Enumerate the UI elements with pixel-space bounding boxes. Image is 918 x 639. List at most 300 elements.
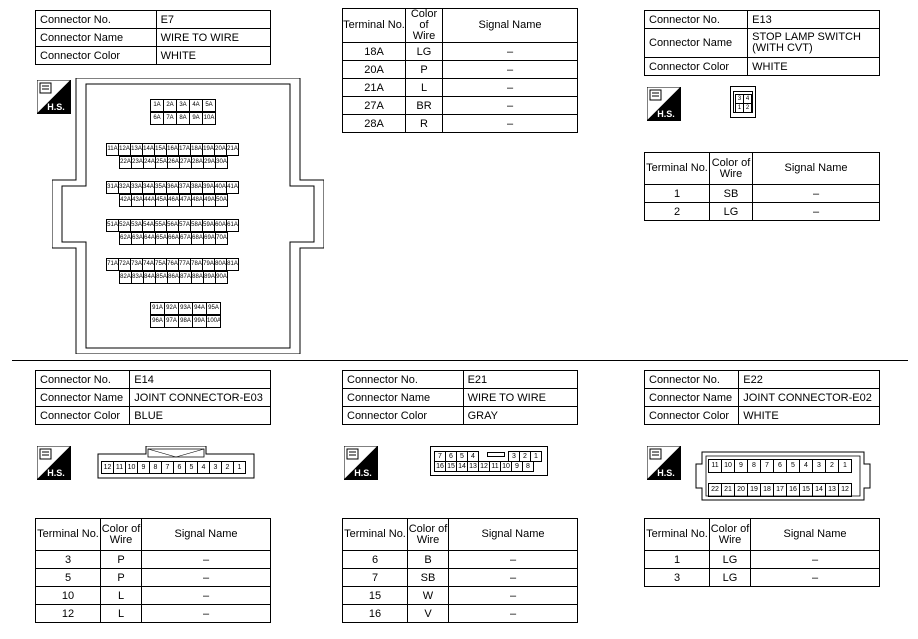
pin-cell: 6A xyxy=(150,112,164,125)
pin-row xyxy=(708,483,851,497)
pin-cell: 16 xyxy=(434,461,446,472)
pin-cell: 21A xyxy=(226,143,239,156)
table-row xyxy=(343,587,578,605)
e21-lock-tab xyxy=(487,452,505,457)
pin-cell: 15 xyxy=(445,461,457,472)
pin-cell: 10 xyxy=(500,461,512,472)
pin-cell: 7 xyxy=(434,451,446,462)
col-color: Color of Wire xyxy=(710,519,751,551)
terminal-cell: 7 xyxy=(343,569,408,587)
pin-cell: 87A xyxy=(179,271,192,284)
signal-cell: – xyxy=(142,587,271,605)
pin-cell: 60A xyxy=(214,219,227,232)
pin-cell: 9 xyxy=(734,459,748,473)
color-cell: V xyxy=(408,605,449,623)
pin-cell: 44A xyxy=(143,194,156,207)
value: WIRE TO WIRE xyxy=(156,29,270,47)
pin-cell: 94A xyxy=(192,302,207,315)
pin-row xyxy=(708,459,851,473)
pin-cell: 97A xyxy=(164,315,179,328)
pin-cell: 68A xyxy=(191,232,204,245)
color-cell: SB xyxy=(710,185,753,203)
pin-cell: 86A xyxy=(167,271,180,284)
pin-cell: 62A xyxy=(119,232,132,245)
pin-cell: 36A xyxy=(166,181,179,194)
pin-cell: 31A xyxy=(106,181,119,194)
pin-cell: 13A xyxy=(130,143,143,156)
harness-side-icon xyxy=(37,446,71,480)
pin-cell: 4 xyxy=(467,451,479,462)
pin-cell: 5 xyxy=(786,459,800,473)
table-row xyxy=(343,79,578,97)
pin-cell: 53A xyxy=(130,219,143,232)
signal-cell: – xyxy=(753,203,880,221)
pin-cell: 1 xyxy=(530,451,542,462)
pin-cell: 100A xyxy=(206,315,221,328)
pin-cell: 52A xyxy=(118,219,131,232)
pin-cell: 8 xyxy=(149,461,162,474)
col-signal: Signal Name xyxy=(142,519,271,551)
pin-cell: 3 xyxy=(508,451,520,462)
pin-cell: 13 xyxy=(825,483,839,497)
pin-cell: 18A xyxy=(190,143,203,156)
pin-cell: 33A xyxy=(130,181,143,194)
svg-text:H.S.: H.S. xyxy=(657,468,675,478)
pin-cell: 12A xyxy=(118,143,131,156)
pin-cell: 10 xyxy=(721,459,735,473)
pin-cell: 4A xyxy=(189,99,203,112)
pin-cell: 65A xyxy=(155,232,168,245)
label: Connector No. xyxy=(36,371,130,389)
pin-cell: 82A xyxy=(119,271,132,284)
label: Connector Name xyxy=(36,389,130,407)
value: JOINT CONNECTOR-E03 xyxy=(130,389,271,407)
svg-text:H.S.: H.S. xyxy=(657,109,675,119)
terminal-cell: 20A xyxy=(343,61,406,79)
label: Connector Name xyxy=(36,29,157,47)
pin-cell: 45A xyxy=(155,194,168,207)
pin-row xyxy=(101,461,245,474)
col-color: Color of Wire xyxy=(408,519,449,551)
pin-cell: 81A xyxy=(226,258,239,271)
table-row xyxy=(645,203,880,221)
pin-cell: 1 xyxy=(233,461,246,474)
pin-cell: 34A xyxy=(142,181,155,194)
harness-side-icon xyxy=(344,446,378,480)
color-cell: B xyxy=(408,551,449,569)
pin-cell: 7 xyxy=(760,459,774,473)
pin-cell: 14 xyxy=(812,483,826,497)
color-cell: BR xyxy=(406,97,443,115)
pin-cell: 76A xyxy=(166,258,179,271)
terminal-cell: 28A xyxy=(343,115,406,133)
col-signal: Signal Name xyxy=(449,519,578,551)
pin-cell: 1A xyxy=(150,99,164,112)
pin-cell: 77A xyxy=(178,258,191,271)
terminal-cell: 12 xyxy=(36,605,101,623)
pin-cell: 14 xyxy=(456,461,468,472)
e21-info-table xyxy=(342,370,578,425)
color-cell: SB xyxy=(408,569,449,587)
pin-cell: 1 xyxy=(735,103,744,113)
terminal-cell: 1 xyxy=(645,185,710,203)
pin-cell: 6 xyxy=(173,461,186,474)
pin-cell: 6 xyxy=(773,459,787,473)
pin-cell: 5 xyxy=(456,451,468,462)
e21-terminal-table xyxy=(342,518,578,623)
e22-terminal-table xyxy=(644,518,880,587)
terminal-cell: 16 xyxy=(343,605,408,623)
pin-cell: 3 xyxy=(812,459,826,473)
table-row xyxy=(343,43,578,61)
pin-cell: 19 xyxy=(747,483,761,497)
signal-cell: – xyxy=(751,551,880,569)
terminal-cell: 6 xyxy=(343,551,408,569)
pin-cell: 17A xyxy=(178,143,191,156)
table-row xyxy=(36,587,271,605)
pin-cell: 16 xyxy=(786,483,800,497)
pin-cell: 50A xyxy=(215,194,228,207)
pin-cell: 14A xyxy=(142,143,155,156)
col-terminal: Terminal No. xyxy=(343,9,406,43)
pin-cell: 8 xyxy=(522,461,534,472)
color-cell: P xyxy=(101,551,142,569)
label: Connector Color xyxy=(36,47,157,65)
pin-cell: 92A xyxy=(164,302,179,315)
pin-cell: 98A xyxy=(178,315,193,328)
pin-cell: 66A xyxy=(167,232,180,245)
pin-cell: 12 xyxy=(478,461,490,472)
signal-cell: – xyxy=(449,587,578,605)
pin-cell: 22 xyxy=(708,483,722,497)
signal-cell: – xyxy=(449,569,578,587)
pin-cell: 91A xyxy=(150,302,165,315)
terminal-cell: 5 xyxy=(36,569,101,587)
pin-row xyxy=(434,461,533,472)
color-cell: P xyxy=(101,569,142,587)
label: Connector Color xyxy=(645,407,739,425)
pin-cell: 11 xyxy=(489,461,501,472)
pin-cell: 17 xyxy=(773,483,787,497)
pin-cell: 19A xyxy=(202,143,215,156)
pin-cell: 6 xyxy=(445,451,457,462)
pin-cell: 26A xyxy=(167,156,180,169)
harness-side-icon xyxy=(647,446,681,480)
label: Connector No. xyxy=(343,371,464,389)
pin-cell: 90A xyxy=(215,271,228,284)
pin-cell: 12 xyxy=(101,461,114,474)
table-row xyxy=(343,551,578,569)
e22-info-table xyxy=(644,370,880,425)
signal-cell: – xyxy=(142,605,271,623)
e7-info-table xyxy=(35,10,271,65)
value: E7 xyxy=(156,11,270,29)
color-cell: L xyxy=(406,79,443,97)
pin-cell: 7 xyxy=(161,461,174,474)
signal-cell: – xyxy=(449,551,578,569)
pin-cell: 63A xyxy=(131,232,144,245)
pin-cell: 59A xyxy=(202,219,215,232)
pin-cell: 5A xyxy=(202,99,216,112)
value: GRAY xyxy=(463,407,577,425)
harness-side-icon xyxy=(647,87,681,121)
pin-cell: 28A xyxy=(191,156,204,169)
pin-cell: 74A xyxy=(142,258,155,271)
pin-row xyxy=(150,112,215,125)
pin-cell: 11A xyxy=(106,143,119,156)
pin-cell: 13 xyxy=(467,461,479,472)
pin-cell: 61A xyxy=(226,219,239,232)
table-row xyxy=(343,115,578,133)
signal-cell: – xyxy=(142,551,271,569)
svg-text:H.S.: H.S. xyxy=(354,468,372,478)
pin-row xyxy=(119,271,227,284)
pin-cell: 42A xyxy=(119,194,132,207)
pin-cell: 9A xyxy=(189,112,203,125)
pin-cell: 3 xyxy=(209,461,222,474)
pin-row xyxy=(119,232,227,245)
pin-cell: 83A xyxy=(131,271,144,284)
pin-cell: 12 xyxy=(838,483,852,497)
pin-cell: 30A xyxy=(215,156,228,169)
pin-cell: 75A xyxy=(154,258,167,271)
signal-cell: – xyxy=(443,43,578,61)
pin-cell: 47A xyxy=(179,194,192,207)
label: Connector Name xyxy=(645,29,748,58)
signal-cell: – xyxy=(142,569,271,587)
section-divider xyxy=(12,360,908,361)
pin-cell: 51A xyxy=(106,219,119,232)
table-row xyxy=(645,569,880,587)
pin-cell: 23A xyxy=(131,156,144,169)
pin-cell: 80A xyxy=(214,258,227,271)
label: Connector Color xyxy=(343,407,464,425)
pin-cell: 20 xyxy=(734,483,748,497)
pin-cell: 39A xyxy=(202,181,215,194)
terminal-cell: 2 xyxy=(645,203,710,221)
pin-row xyxy=(150,302,220,315)
pin-row xyxy=(119,194,227,207)
value: STOP LAMP SWITCH (WITH CVT) xyxy=(748,29,880,58)
terminal-cell: 15 xyxy=(343,587,408,605)
pin-cell: 37A xyxy=(178,181,191,194)
col-terminal: Terminal No. xyxy=(645,153,710,185)
pin-cell: 93A xyxy=(178,302,193,315)
value: BLUE xyxy=(130,407,271,425)
color-cell: LG xyxy=(710,203,753,221)
label: Connector No. xyxy=(645,11,748,29)
value: E22 xyxy=(739,371,880,389)
terminal-cell: 21A xyxy=(343,79,406,97)
pin-cell: 67A xyxy=(179,232,192,245)
pin-cell: 10A xyxy=(202,112,216,125)
pin-cell: 27A xyxy=(179,156,192,169)
pin-cell: 57A xyxy=(178,219,191,232)
pin-cell: 95A xyxy=(206,302,221,315)
table-row xyxy=(36,605,271,623)
pin-cell: 15A xyxy=(154,143,167,156)
col-signal: Signal Name xyxy=(751,519,880,551)
pin-cell: 55A xyxy=(154,219,167,232)
pin-cell: 20A xyxy=(214,143,227,156)
color-cell: L xyxy=(101,605,142,623)
pin-cell: 16A xyxy=(166,143,179,156)
pin-row xyxy=(106,143,238,156)
pin-cell: 46A xyxy=(167,194,180,207)
pin-cell: 38A xyxy=(190,181,203,194)
terminal-cell: 3 xyxy=(36,551,101,569)
label: Connector No. xyxy=(36,11,157,29)
signal-cell: – xyxy=(443,115,578,133)
label: Connector Color xyxy=(645,58,748,76)
pin-cell: 3 xyxy=(735,94,744,104)
table-row xyxy=(343,61,578,79)
terminal-cell: 18A xyxy=(343,43,406,61)
color-cell: L xyxy=(101,587,142,605)
signal-cell: – xyxy=(443,97,578,115)
pin-cell: 85A xyxy=(155,271,168,284)
pin-cell: 2 xyxy=(519,451,531,462)
terminal-cell: 27A xyxy=(343,97,406,115)
signal-cell: – xyxy=(449,605,578,623)
pin-cell: 25A xyxy=(155,156,168,169)
col-terminal: Terminal No. xyxy=(36,519,101,551)
pin-cell: 72A xyxy=(118,258,131,271)
col-color: Color of Wire xyxy=(406,9,443,43)
pin-cell: 4 xyxy=(799,459,813,473)
pin-cell: 88A xyxy=(191,271,204,284)
col-terminal: Terminal No. xyxy=(343,519,408,551)
pin-cell: 8A xyxy=(176,112,190,125)
value: WHITE xyxy=(156,47,270,65)
pin-cell: 79A xyxy=(202,258,215,271)
color-cell: R xyxy=(406,115,443,133)
pin-cell: 71A xyxy=(106,258,119,271)
color-cell: P xyxy=(406,61,443,79)
e13-terminal-table xyxy=(644,152,880,221)
label: Connector No. xyxy=(645,371,739,389)
pin-cell: 18 xyxy=(760,483,774,497)
pin-row xyxy=(150,315,220,328)
pin-cell: 1 xyxy=(838,459,852,473)
pin-cell: 2 xyxy=(221,461,234,474)
pin-cell: 15 xyxy=(799,483,813,497)
pin-cell: 3A xyxy=(176,99,190,112)
value: JOINT CONNECTOR-E02 xyxy=(739,389,880,407)
pin-cell: 7A xyxy=(163,112,177,125)
table-row xyxy=(36,569,271,587)
pin-cell: 89A xyxy=(203,271,216,284)
e14-terminal-table xyxy=(35,518,271,623)
terminal-cell: 10 xyxy=(36,587,101,605)
value: WHITE xyxy=(739,407,880,425)
pin-row xyxy=(106,258,238,271)
pin-row xyxy=(119,156,227,169)
pin-cell: 22A xyxy=(119,156,132,169)
color-cell: LG xyxy=(406,43,443,61)
pin-cell: 9 xyxy=(511,461,523,472)
signal-cell: – xyxy=(753,185,880,203)
pin-cell: 84A xyxy=(143,271,156,284)
pin-cell: 40A xyxy=(214,181,227,194)
pin-cell: 24A xyxy=(143,156,156,169)
col-color: Color of Wire xyxy=(710,153,753,185)
signal-cell: – xyxy=(443,61,578,79)
pin-cell: 58A xyxy=(190,219,203,232)
pin-cell: 11 xyxy=(708,459,722,473)
svg-text:H.S.: H.S. xyxy=(47,102,65,112)
terminal-cell: 1 xyxy=(645,551,710,569)
color-cell: LG xyxy=(710,569,751,587)
pin-cell: 8 xyxy=(747,459,761,473)
e14-info-table xyxy=(35,370,271,425)
pin-cell: 5 xyxy=(185,461,198,474)
terminal-cell: 3 xyxy=(645,569,710,587)
pin-cell: 41A xyxy=(226,181,239,194)
color-cell: W xyxy=(408,587,449,605)
pin-cell: 4 xyxy=(197,461,210,474)
col-terminal: Terminal No. xyxy=(645,519,710,551)
e13-info-table xyxy=(644,10,880,76)
value: E14 xyxy=(130,371,271,389)
value: WHITE xyxy=(748,58,880,76)
pin-cell: 2 xyxy=(743,103,752,113)
svg-text:H.S.: H.S. xyxy=(47,468,65,478)
value: E21 xyxy=(463,371,577,389)
pin-cell: 48A xyxy=(191,194,204,207)
pin-cell: 35A xyxy=(154,181,167,194)
pin-cell: 70A xyxy=(215,232,228,245)
col-signal: Signal Name xyxy=(753,153,880,185)
pin-row xyxy=(150,99,215,112)
pin-cell: 21 xyxy=(721,483,735,497)
pin-cell: 54A xyxy=(142,219,155,232)
pin-row xyxy=(106,219,238,232)
table-row xyxy=(645,185,880,203)
col-signal: Signal Name xyxy=(443,9,578,43)
signal-cell: – xyxy=(751,569,880,587)
pin-row xyxy=(735,103,751,113)
pin-cell: 78A xyxy=(190,258,203,271)
pin-cell: 69A xyxy=(203,232,216,245)
e7-terminal-table xyxy=(342,8,578,133)
pin-cell: 2A xyxy=(163,99,177,112)
table-row xyxy=(343,569,578,587)
pin-cell: 43A xyxy=(131,194,144,207)
value: E13 xyxy=(748,11,880,29)
pin-cell: 73A xyxy=(130,258,143,271)
pin-cell: 49A xyxy=(203,194,216,207)
pin-cell: 9 xyxy=(137,461,150,474)
pin-cell: 99A xyxy=(192,315,207,328)
col-color: Color of Wire xyxy=(101,519,142,551)
pin-cell: 10 xyxy=(125,461,138,474)
pin-cell: 4 xyxy=(743,94,752,104)
pin-cell: 29A xyxy=(203,156,216,169)
pin-cell: 96A xyxy=(150,315,165,328)
pin-cell: 32A xyxy=(118,181,131,194)
value: WIRE TO WIRE xyxy=(463,389,577,407)
table-row xyxy=(36,551,271,569)
pin-cell: 11 xyxy=(113,461,126,474)
label: Connector Color xyxy=(36,407,130,425)
table-row xyxy=(343,605,578,623)
pin-cell: 56A xyxy=(166,219,179,232)
label: Connector Name xyxy=(645,389,739,407)
color-cell: LG xyxy=(710,551,751,569)
label: Connector Name xyxy=(343,389,464,407)
pin-row xyxy=(106,181,238,194)
